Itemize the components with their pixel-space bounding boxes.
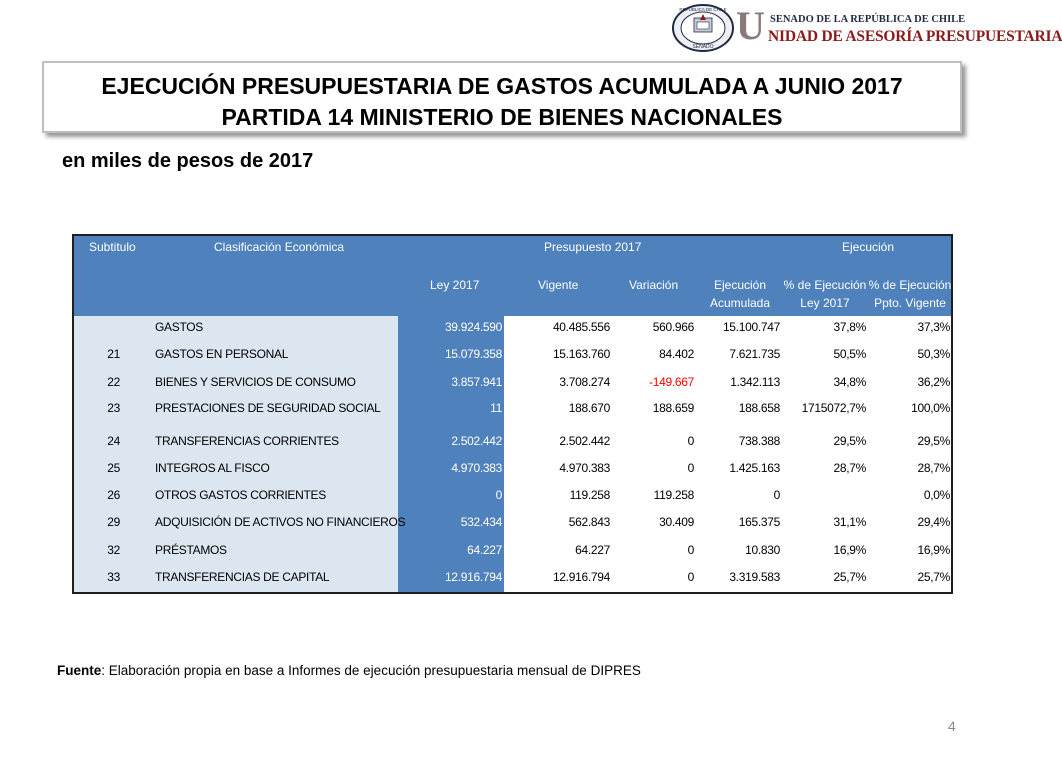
cell-clasificacion: PRÉSTAMOS <box>155 543 227 557</box>
cell-clasificacion: GASTOS <box>155 320 203 334</box>
table-row <box>74 538 951 563</box>
cell-subtitulo: 24 <box>107 434 120 448</box>
cell-vigente: 12.916.794 <box>552 570 610 584</box>
header-pct-ley <box>782 278 868 310</box>
cell-clasificacion: PRESTACIONES DE SEGURIDAD SOCIAL <box>155 401 381 415</box>
seal-text-bottom: SENADO <box>692 44 714 50</box>
cell-pct-vigente: 100,0% <box>911 401 950 415</box>
header-ejec-acum-1: Ejecución <box>713 278 767 292</box>
page-number: 4 <box>948 718 956 734</box>
header-presupuesto: Presupuesto 2017 <box>544 240 642 254</box>
cell-ejecucion: 1.342.113 <box>730 375 780 389</box>
cell-clasificacion: ADQUISICIÓN DE ACTIVOS NO FINANCIEROS <box>155 515 406 529</box>
cell-ley: 15.079.358 <box>444 347 502 361</box>
cell-variacion: 119.258 <box>653 488 694 502</box>
cell-pct-ley: 28,7% <box>833 461 866 475</box>
senate-logo <box>672 3 1062 52</box>
cell-pct-ley: 37,8% <box>833 320 866 334</box>
cell-subtitulo: 22 <box>107 375 120 389</box>
cell-subtitulo: 25 <box>107 461 120 475</box>
cell-pct-vigente: 16,9% <box>917 543 950 557</box>
cell-ley: 2.502.442 <box>451 434 502 448</box>
cell-variacion: 188.659 <box>652 401 694 415</box>
cell-variacion: 0 <box>687 461 694 475</box>
header-ejec-acum-2: Acumulada <box>709 296 771 310</box>
cell-variacion: 84.402 <box>659 347 694 361</box>
cell-vigente: 64.227 <box>575 543 610 557</box>
cell-pct-ley: 31,1% <box>833 515 866 529</box>
cell-clasificacion: TRANSFERENCIAS DE CAPITAL <box>155 570 330 584</box>
table-row <box>74 565 951 590</box>
cell-variacion: 30.409 <box>659 515 694 529</box>
cell-vigente: 40.485.556 <box>552 320 610 334</box>
table-row <box>74 429 951 454</box>
cell-vigente: 2.502.442 <box>559 434 610 448</box>
cell-ley: 11 <box>490 401 502 415</box>
cell-ley: 0 <box>495 488 502 502</box>
cell-pct-vigente: 28,7% <box>917 461 950 475</box>
cell-ejecucion: 188.658 <box>738 401 780 415</box>
senate-seal-icon <box>672 4 734 52</box>
cell-pct-vigente: 29,4% <box>917 515 950 529</box>
cell-subtitulo: 21 <box>107 347 120 361</box>
cell-pct-ley: 1715072,7% <box>801 401 866 415</box>
source-note <box>57 663 641 678</box>
seal-text-top: REPÚBLICA DE CHILE <box>679 7 727 12</box>
cell-ejecucion: 10.830 <box>745 543 780 557</box>
header-clasificacion: Clasificación Económica <box>214 240 345 254</box>
cell-clasificacion: GASTOS EN PERSONAL <box>155 347 289 361</box>
cell-vigente: 4.970.383 <box>559 461 610 475</box>
table-row <box>74 396 951 421</box>
table-row <box>74 315 951 340</box>
cell-ley: 3.857.941 <box>451 375 502 389</box>
cell-ley: 532.434 <box>460 515 502 529</box>
source-label: Fuente <box>57 663 102 678</box>
cell-variacion-negative: -149.667 <box>649 375 694 389</box>
cell-pct-vigente: 25,7% <box>917 570 950 584</box>
cell-pct-vigente: 37,3% <box>917 320 950 334</box>
cell-pct-vigente: 50,3% <box>917 347 950 361</box>
cell-pct-ley: 34,8% <box>833 375 866 389</box>
units-subtitle: en miles de pesos de 2017 <box>62 150 314 172</box>
cell-pct-ley: 50,5% <box>833 347 866 361</box>
header-variacion: Variación <box>629 278 679 292</box>
table-row <box>74 510 951 535</box>
header-pct-ley-1: % de Ejecución <box>783 278 867 292</box>
table-row <box>74 370 951 395</box>
table-row <box>74 342 951 367</box>
cell-ejecucion: 0 <box>773 488 780 502</box>
cell-variacion: 0 <box>687 570 694 584</box>
cell-subtitulo: 33 <box>107 570 120 584</box>
cell-pct-ley: 29,5% <box>833 434 866 448</box>
cell-ley: 64.227 <box>467 543 502 557</box>
cell-vigente: 562.843 <box>568 515 610 529</box>
page-title-line-2: PARTIDA 14 MINISTERIO DE BIENES NACIONALES <box>221 104 783 130</box>
cell-vigente: 3.708.274 <box>559 375 610 389</box>
header-ejecucion: Ejecución <box>842 240 895 254</box>
cell-subtitulo: 26 <box>107 488 120 502</box>
cell-vigente: 15.163.760 <box>552 347 610 361</box>
logo-unit-text: NIDAD DE ASESORÍA PRESUPUESTARIA <box>768 28 1062 45</box>
cell-ejecucion: 165.375 <box>738 515 780 529</box>
cell-variacion: 0 <box>687 543 694 557</box>
cell-ejecucion: 15.100.747 <box>722 320 780 334</box>
table-header <box>74 236 951 316</box>
budget-table <box>72 234 953 594</box>
header-ley: Ley 2017 <box>430 278 480 292</box>
cell-clasificacion: TRANSFERENCIAS CORRIENTES <box>155 434 339 448</box>
cell-vigente: 188.670 <box>568 401 610 415</box>
header-pct-ley-2: Ley 2017 <box>800 296 850 310</box>
logo-letter: U <box>736 3 765 48</box>
cell-vigente: 119.258 <box>569 488 610 502</box>
cell-pct-vigente: 29,5% <box>917 434 950 448</box>
cell-clasificacion: BIENES Y SERVICIOS DE CONSUMO <box>155 375 356 389</box>
logo-senate-text: SENADO DE LA REPÚBLICA DE CHILE <box>770 14 966 25</box>
table-row <box>74 483 951 508</box>
cell-pct-ley: 16,9% <box>833 543 866 557</box>
cell-ejecucion: 7.621.735 <box>729 347 780 361</box>
cell-subtitulo: 23 <box>107 401 120 415</box>
page-title-line-1: EJECUCIÓN PRESUPUESTARIA DE GASTOS ACUMULADA A JUNIO 2017 <box>101 73 903 99</box>
header-pct-vig-2: Ppto. Vigente <box>874 296 946 310</box>
cell-ley: 39.924.590 <box>444 320 502 334</box>
header-subtitulo: Subtitulo <box>89 240 136 254</box>
header-pct-vigente <box>868 278 952 310</box>
cell-pct-ley: 25,7% <box>833 570 866 584</box>
cell-ejecucion: 3.319.583 <box>729 570 780 584</box>
header-pct-vig-1: % de Ejecución <box>868 278 952 292</box>
cell-ejecucion: 738.388 <box>738 434 780 448</box>
cell-pct-vigente: 0,0% <box>923 488 950 502</box>
cell-ley: 4.970.383 <box>451 461 502 475</box>
header-ejecucion-acumulada <box>700 278 780 310</box>
source-text: : Elaboración propia en base a Informes de ejecución presupuestaria mensual de DIPRES <box>101 663 641 678</box>
cell-variacion: 560.966 <box>652 320 694 334</box>
cell-subtitulo <box>74 315 120 340</box>
title-box <box>42 61 962 133</box>
cell-ejecucion: 1.425.163 <box>729 461 780 475</box>
cell-subtitulo: 32 <box>107 543 120 557</box>
cell-subtitulo: 29 <box>107 515 120 529</box>
cell-clasificacion: OTROS GASTOS CORRIENTES <box>155 488 326 502</box>
header-vigente: Vigente <box>538 278 579 292</box>
cell-ley: 12.916.794 <box>444 570 502 584</box>
cell-variacion: 0 <box>687 434 694 448</box>
cell-pct-vigente: 36,2% <box>917 375 950 389</box>
cell-clasificacion: INTEGROS AL FISCO <box>155 461 270 475</box>
table-row <box>74 456 951 481</box>
cell-pct-ley <box>780 483 866 508</box>
